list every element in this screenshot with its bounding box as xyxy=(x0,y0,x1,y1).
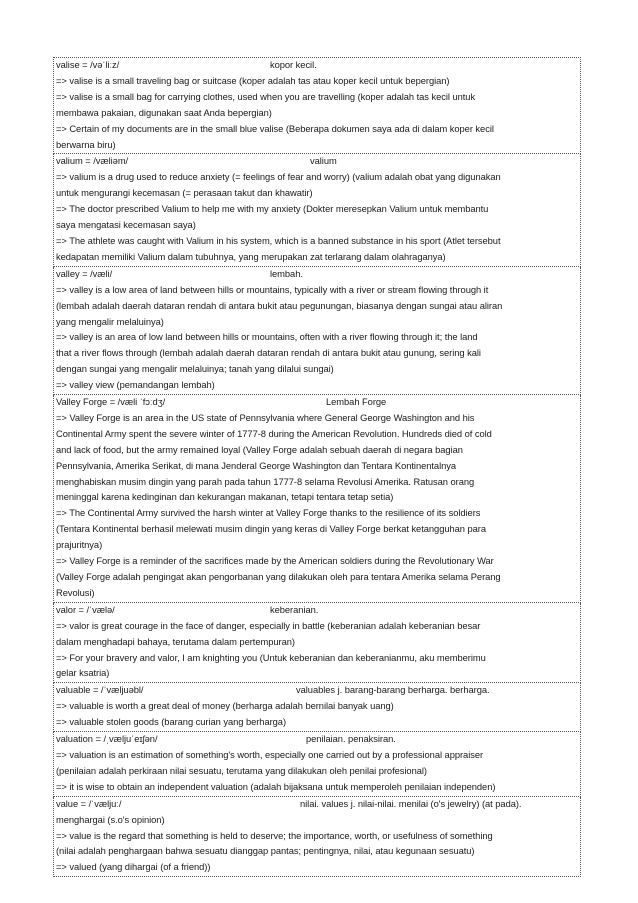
dictionary-entry xyxy=(53,154,581,266)
entry-line: meninggal karena kedinginan dan kekurangan makanan, tetapi tentara tetap setia) xyxy=(56,492,394,503)
entry-line: untuk mengurangi kecemasan (= perasaan takut dan khawatir) xyxy=(56,188,313,199)
entry-line: (penilaian adalah perkiraan nilai sesuatu, terutama yang dilakukan oleh penilai profesional) xyxy=(56,765,427,776)
entry-line: => Valley Forge is a reminder of the sacrifices made by the American soldiers during the Revolutionary War xyxy=(56,556,494,567)
entry-line: => valuable is worth a great deal of money (berharga adalah bernilai banyak uang) xyxy=(56,701,394,712)
entry-line: (Valley Forge adalah pengingat akan pengorbanan yang dilakukan oleh para tentara Amerika selama Perang xyxy=(56,572,501,582)
entry-line: => valise is a small bag for carrying clothes, used when you are travelling (koper adalah tas kecil untuk xyxy=(56,91,476,102)
entry-header xyxy=(56,58,578,74)
entry-translation: Lembah Forge xyxy=(326,397,387,408)
entry-headword: valley = /væli/ xyxy=(56,268,113,279)
entry-line: => The doctor prescribed Valium to help me with my anxiety (Dokter meresepkan Valium untuk membantu xyxy=(56,204,489,215)
entry-line: saya mengatasi kecemasan saya) xyxy=(56,220,196,231)
entry-line: menghabiskan musim dingin yang parah pada tahun 1777-8 selama Revolusi Amerika. Ratusan orang xyxy=(56,476,475,487)
entry-translation: nilai. values j. nilai-nilai. menilai (o's jewelry) (at pada). xyxy=(300,798,522,809)
entry-headword: valuation = /ˌvæljuˈeɪʃən/ xyxy=(56,734,158,745)
entry-line: => valuable stolen goods (barang curian yang berharga) xyxy=(56,717,287,728)
entry-headword: Valley Forge = /væli ˈfɔːdʒ/ xyxy=(56,397,166,408)
entry-line: prajuritnya) xyxy=(56,540,103,551)
entry-header xyxy=(56,267,578,283)
entry-line: => valley view (pemandangan lembah) xyxy=(56,380,215,391)
entry-header xyxy=(56,797,578,813)
entry-headword: value = /ˈvæljuː/ xyxy=(56,798,122,809)
dictionary-entry xyxy=(53,57,581,154)
entry-line: yang mengalir melaluinya) xyxy=(56,316,164,327)
entry-translation: valuables j. barang-barang berharga. berharga. xyxy=(296,685,490,696)
entry-line: => valuation is an estimation of something's worth, especially one carried out by a professional appraiser xyxy=(56,749,484,760)
entry-header xyxy=(56,683,578,699)
entry-header xyxy=(56,603,578,619)
entry-headword: valor = /ˈvælə/ xyxy=(56,604,115,615)
entry-line: => valley is an area of low land between hills or mountains, often with a river flowing through it; the land xyxy=(56,332,478,343)
entry-headword: valuable = /ˈvæljuəbl/ xyxy=(56,685,144,696)
entry-translation: lembah. xyxy=(270,268,303,279)
dictionary-entry xyxy=(53,267,581,395)
entry-line: (lembah adalah daerah dataran rendah di antara bukit atau pegunungan, biasanya dengan sungai atau aliran xyxy=(56,300,503,311)
entry-line: Revolusi) xyxy=(56,587,95,598)
entry-line: membawa pakaian, digunakan saat Anda bepergian) xyxy=(56,107,272,118)
entry-line: Pennsylvania, Amerika Serikat, di mana Jenderal George Washington dan Tentara Kontinentalnya xyxy=(56,460,457,471)
entry-line: that a river flows through (lembah adalah daerah dataran rendah di antara bukit atau gunung, sering kali xyxy=(56,348,481,359)
entry-line: dengan sungai yang mengalir melaluinya; tanah yang dilalui sungai) xyxy=(56,364,334,375)
entry-line: => The athlete was caught with Valium in his system, which is a banned substance in his sport (Atlet tersebut xyxy=(56,235,501,246)
entry-line: dalam menghadapi bahaya, terutama dalam pertempuran) xyxy=(56,636,295,647)
entry-line: => valley is a low area of land between hills or mountains, typically with a river or stream flowing through it xyxy=(56,284,489,295)
entry-line: => valor is great courage in the face of danger, especially in battle (keberanian adalah keberanian besar xyxy=(56,620,481,631)
dictionary-page xyxy=(53,57,581,877)
entry-line: => valued (yang dihargai (of a friend)) xyxy=(56,862,211,873)
dictionary-entry xyxy=(53,603,581,684)
entry-line: => For your bravery and valor, I am knighting you (Untuk keberanian dan keberanianmu, aku memberimu xyxy=(56,652,486,663)
entry-header xyxy=(56,154,578,170)
dictionary-entry xyxy=(53,797,581,878)
entry-line: => The Continental Army survived the harsh winter at Valley Forge thanks to the resilience of its soldiers xyxy=(56,508,481,519)
entry-translation: penilaian. penaksiran. xyxy=(306,734,396,745)
dictionary-entry xyxy=(53,732,581,797)
dictionary-entry xyxy=(53,683,581,732)
entry-headword: valium = /væliəm/ xyxy=(56,156,129,167)
entry-translation: valium xyxy=(310,156,337,167)
entry-line: menghargai (s.o's opinion) xyxy=(56,814,165,825)
entry-line: and lack of food, but the army remained loyal (Valley Forge adalah sebuah daerah di negara bagian xyxy=(56,444,463,455)
entry-line: (Tentara Kontinental berhasil melewati musim dingin yang keras di Valley Forge berkat ketangguhan para xyxy=(56,524,486,535)
entry-line: => valise is a small traveling bag or suitcase (koper adalah tas atau koper kecil untuk bepergian) xyxy=(56,75,450,86)
entry-line: => Certain of my documents are in the small blue valise (Beberapa dokumen saya ada di dalam koper kecil xyxy=(56,123,494,134)
entry-line: gelar ksatria) xyxy=(56,668,110,679)
entry-line: Continental Army spent the severe winter of 1777-8 during the American Revolution. Hundreds died of cold xyxy=(56,428,492,439)
entry-line: kedapatan memiliki Valium dalam tubuhnya, yang merupakan zat terlarang dalam olahraganya) xyxy=(56,251,446,262)
entry-line: (nilai adalah penghargaan bahwa sesuatu dianggap pantas; pentingnya, nilai, atau kegunaan sesuatu) xyxy=(56,846,475,857)
entry-header xyxy=(56,395,578,411)
entry-headword: valise = /vəˈliːz/ xyxy=(56,60,120,70)
entry-header xyxy=(56,732,578,748)
entry-line: => Valley Forge is an area in the US state of Pennsylvania where General George Washington and his xyxy=(56,412,475,423)
dictionary-entry xyxy=(53,395,581,603)
entry-line: berwarna biru) xyxy=(56,139,116,150)
entry-translation: keberanian. xyxy=(270,604,319,615)
entry-line: => valium is a drug used to reduce anxiety (= feelings of fear and worry) (valium adalah obat yang digunakan xyxy=(56,172,501,183)
entry-line: => it is wise to obtain an independent valuation (adalah bijaksana untuk memperoleh penilaian independen) xyxy=(56,781,496,792)
entry-line: => value is the regard that something is held to deserve; the importance, worth, or usefulness of something xyxy=(56,830,493,841)
entry-translation: kopor kecil. xyxy=(270,60,317,70)
